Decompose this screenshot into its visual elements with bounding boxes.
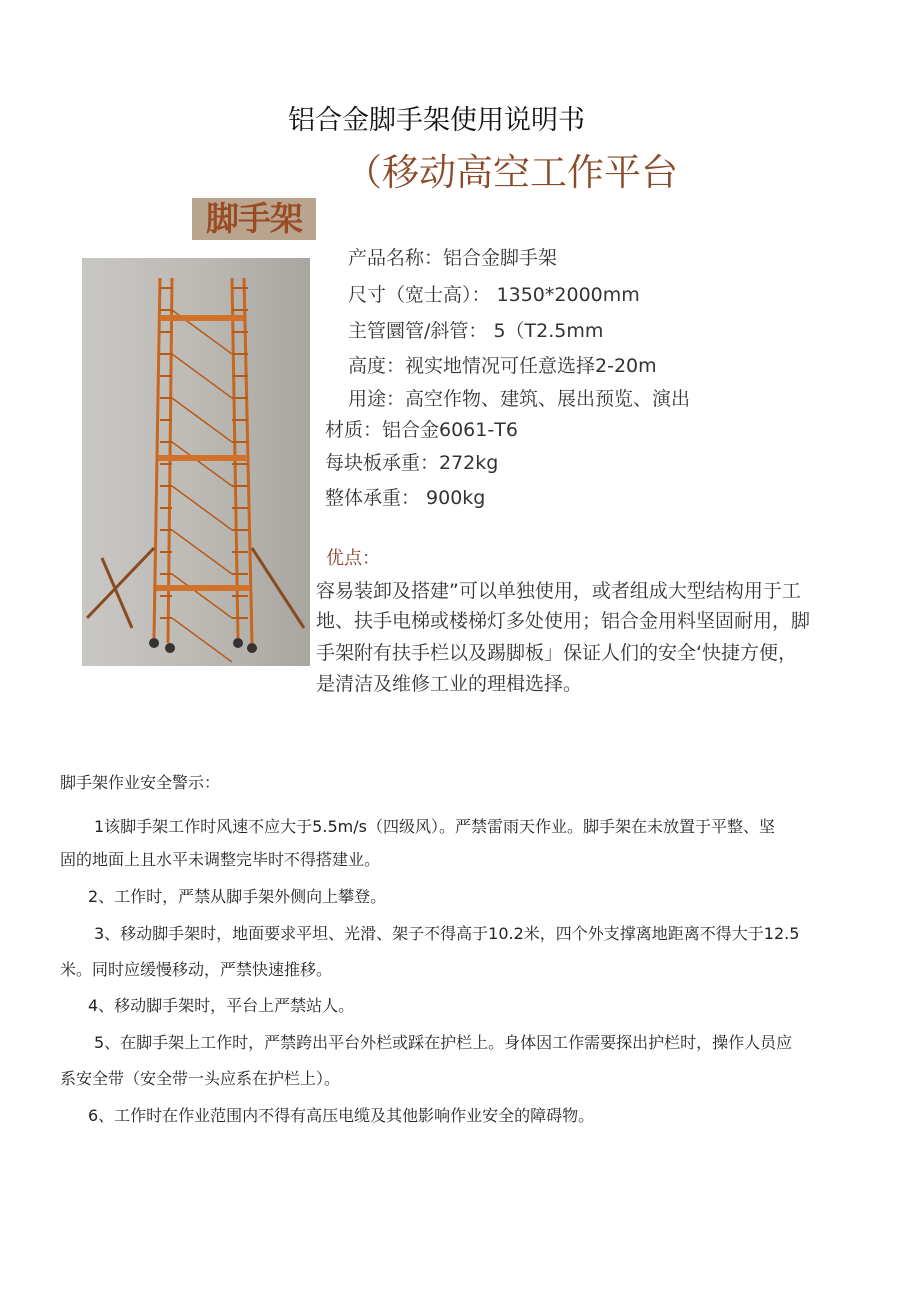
warning-line: 6、工作时在作业范围内不得有高压电缆及其他影响作业安全的障碍物。 [88, 1106, 595, 1125]
spec-size: 尺寸（宽士高）： 1350*2000mm [348, 284, 640, 306]
warning-line: 固的地面上且水平未调整完毕时不得搭建业。 [60, 850, 381, 869]
spec-height: 高度：视实地情况可任意选择2-20m [348, 355, 657, 377]
spec-total-load: 整体承重： 900kg [325, 487, 486, 509]
scaffold-brace [172, 398, 232, 442]
warning-line: 系安全带（安全带一头应系在护栏上）。 [60, 1069, 341, 1088]
warning-line: 米。同时应缓慢移动，严禁快速推移。 [60, 960, 333, 979]
scaffold-brace [172, 574, 232, 618]
warning-line: 3、移动脚手架时，地面要求平坦、光滑、架子不得高于10.2米，四个外支撑离地距离不得大于12.5 [94, 924, 800, 943]
scaffold-brace [172, 486, 232, 530]
warning-line: 4、移动脚手架时，平台上严禁站人。 [88, 996, 355, 1015]
scaffold-illustration [82, 258, 310, 666]
warning-line: 1该脚手架工作时风速不应大于5.5m/s（四级风）。严禁雷雨天作业。脚手架在未放置于平整、坚 [94, 817, 775, 836]
scaffold-brace [172, 354, 232, 398]
scaffold-brace [172, 618, 232, 662]
spec-usage: 用途：高空作物、建筑、展出预览、演出 [348, 388, 691, 410]
scaffold-photo [82, 258, 310, 666]
scaffold-brace [172, 442, 232, 486]
scaffold-brace [172, 530, 232, 574]
document-title: 铝合金脚手架使用说明书 [288, 105, 585, 136]
advantages-line: 是清洁及维修工业的理楫选择。 [316, 673, 583, 695]
spec-board-load: 每块板承重：272kg [325, 452, 499, 474]
spec-product-name: 产品名称：铝合金脚手架 [348, 247, 558, 269]
advantages-line: 手架附有扶手栏以及踢脚板」保证人们的安全‘快捷方便， [316, 642, 798, 664]
warnings-title: 脚手架作业安全警示： [60, 773, 221, 792]
document-subtitle: （移动高空工作平台 [345, 151, 678, 194]
advantages-line: 容易装卸及搭建”可以单独使用，或者组成大型结构用于工 [316, 580, 801, 602]
spec-tube: 主管圜管/斜管： 5（T2.5mm [348, 320, 604, 342]
product-badge: 脚手架 [192, 198, 316, 240]
warning-line: 5、在脚手架上工作时，严禁跨出平台外栏或踩在护栏上。身体因工作需要探出护栏时，操作人员应 [94, 1033, 793, 1052]
advantages-label: 优点： [326, 548, 380, 569]
advantages-line: 地、扶手电梯或楼梯灯多处使用；铝合金用料坚固耐用，脚 [316, 610, 811, 632]
spec-material: 材质：铝合金6061-T6 [325, 419, 518, 441]
warning-line: 2、工作时，严禁从脚手架外侧向上攀登。 [88, 887, 387, 906]
